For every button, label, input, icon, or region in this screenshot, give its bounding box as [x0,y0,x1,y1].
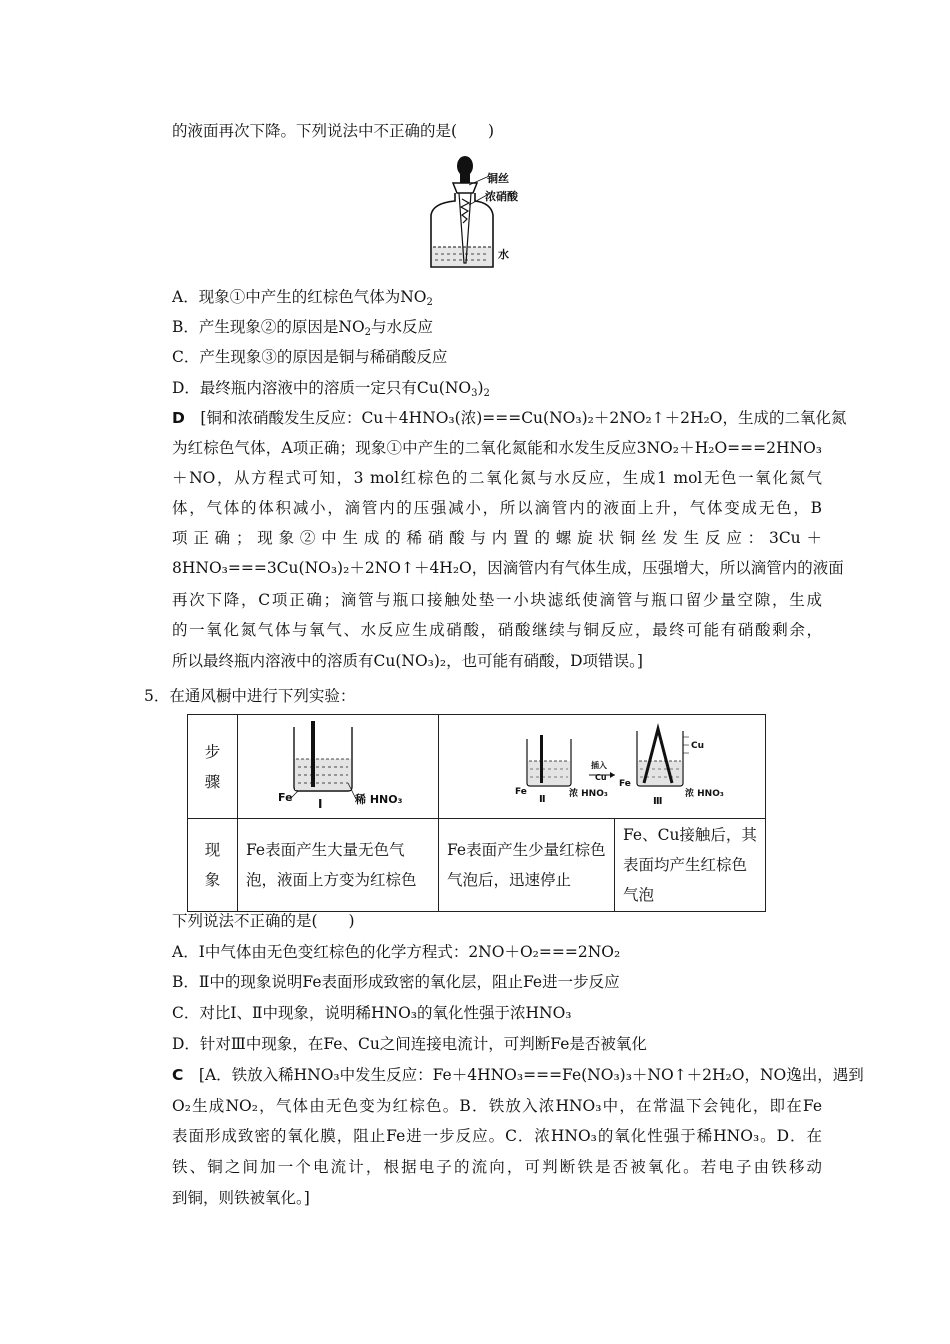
label-conc-nitric-III: 浓 HNO₃ [685,788,724,799]
q4-explanation-line: 所以最终瓶内溶液中的溶质有Cu(NO₃)₂，也可能有硝酸，D项错误。] [172,652,643,670]
q4-explanation-line: 8HNO₃===3Cu(NO₃)₂＋2NO↑＋4H₂O，因滴管内有气体生成，压强增大，所以滴管内的液面 [172,559,844,577]
q4-explanation-line: 的一氧化氮气体与氧气、水反应生成硝酸，硝酸继续与铜反应，最终可能有硝酸剩余， [172,621,822,639]
label-fe-III: Fe [619,778,631,789]
q5-option-a: A．Ⅰ中气体由无色变红棕色的化学方程式：2NO＋O₂===2NO₂ [172,943,621,961]
label-copper-wire: 铜丝 [487,172,509,185]
phenomenon-3: Fe、Cu接触后，其表面均产生红棕色气泡 [615,819,766,912]
bottle-dropper-diagram [425,155,545,275]
q5-option-c: C．对比Ⅰ、Ⅱ中现象，说明稀HNO₃的氧化性强于浓HNO₃ [172,1004,572,1022]
q5-stem: 5．在通风橱中进行下列实验： [144,687,356,705]
q5-question: 下列说法不正确的是( ) [172,912,355,930]
q5-option-b: B．Ⅱ中的现象说明Fe表面形成致密的氧化层，阻止Fe进一步反应 [172,973,620,991]
q5-explanation-line: 到铜，则铁被氧化。] [172,1189,310,1207]
label-water: 水 [498,248,509,261]
q4-stem-tail: 的液面再次下降。下列说法中不正确的是( ) [172,122,495,140]
label-insert: 插入 [591,760,607,770]
row-label-phenomena: 现 象 [188,819,238,912]
q4-explanation-line: 为红棕色气体，A项正确；现象①中产生的二氧化氮能和水发生反应3NO₂＋H₂O===2HNO₃ [172,439,822,457]
row-label-steps: 步 骤 [188,715,238,819]
q4-explanation-line: 项正确；现象②中生成的稀硝酸与内置的螺旋状铜丝发生反应：3Cu＋ [172,529,822,547]
q5-explanation-line: 表面形成致密的氧化膜，阻止Fe进一步反应。C．浓HNO₃的氧化性强于稀HNO₃。D．在 [172,1127,822,1145]
q4-answer: D [172,409,185,427]
q4-explanation-line: D [铜和浓硝酸发生反应：Cu＋4HNO₃(浓)===Cu(NO₃)₂＋2NO₂↑＋2H₂O，生成的二氧化氮 [172,409,847,427]
q5-experiment-table [187,714,766,912]
label-cu-arrow: Cu [595,772,607,782]
phenomenon-1: Fe表面产生大量无色气泡，液面上方变为红棕色 [238,819,439,912]
phenomenon-2: Fe表面产生少量红棕色气泡后，迅速停止 [439,819,615,912]
q4-explanation-line: 再次下降，C项正确；滴管与瓶口接触处垫一小块滤纸使滴管与瓶口留少量空隙，生成 [172,591,822,609]
label-conc-nitric: 浓硝酸 [485,190,518,203]
q5-option-d: D．针对Ⅲ中现象，在Fe、Cu之间连接电流计，可判断Fe是否被氧化 [172,1035,647,1053]
q4-explanation-line: ＋NO，从方程式可知，3 mol红棕色的二氧化氮与水反应，生成1 mol无色一氧化氮气 [172,469,822,487]
q5-answer: C [172,1066,184,1084]
label-cu-III: Cu [691,740,705,751]
q5-explanation-line: O₂生成NO₂，气体由无色变为红棕色。B．铁放入浓HNO₃中，在常温下会钝化，即在Fe [172,1097,822,1115]
q4-apparatus-figure [425,155,545,275]
q4-option-d: D．最终瓶内溶液中的溶质一定只有$Cu(NO_3)_2$ [172,379,490,399]
q4-option-c: C．产生现象③的原因是铜与稀硝酸反应 [172,348,448,366]
label-beaker-III: Ⅲ [653,795,663,807]
label-fe-II: Fe [515,786,527,797]
label-beaker-II: Ⅱ [539,793,546,805]
q5-explanation-line: C [A．铁放入稀HNO₃中发生反应：Fe＋4HNO₃===Fe(NO₃)₃＋NO↑＋2H₂O，NO逸出，遇到 [172,1066,864,1084]
label-dilute-nitric: 稀 HNO₃ [355,792,403,806]
q4-explanation-line: 体，气体的体积减小，滴管内的压强减小，所以滴管内的液面上升，气体变成无色，B [172,499,822,517]
step-cell-1 [238,715,439,819]
step-cell-2-3 [439,715,766,819]
q5-explanation-line: 铁、铜之间加一个电流计，根据电子的流向，可判断铁是否被氧化。若电子由铁移动 [172,1158,822,1176]
q4-option-b: B．产生现象②的原因是$NO_2$与水反应 [172,318,434,338]
beaker-I-diagram [238,717,438,817]
label-fe: Fe [278,790,293,804]
q4-option-a: A．现象①中产生的红棕色气体为$NO_2$ [172,288,433,308]
label-beaker-I: Ⅰ [318,796,323,811]
label-conc-nitric-II: 浓 HNO₃ [569,788,608,799]
